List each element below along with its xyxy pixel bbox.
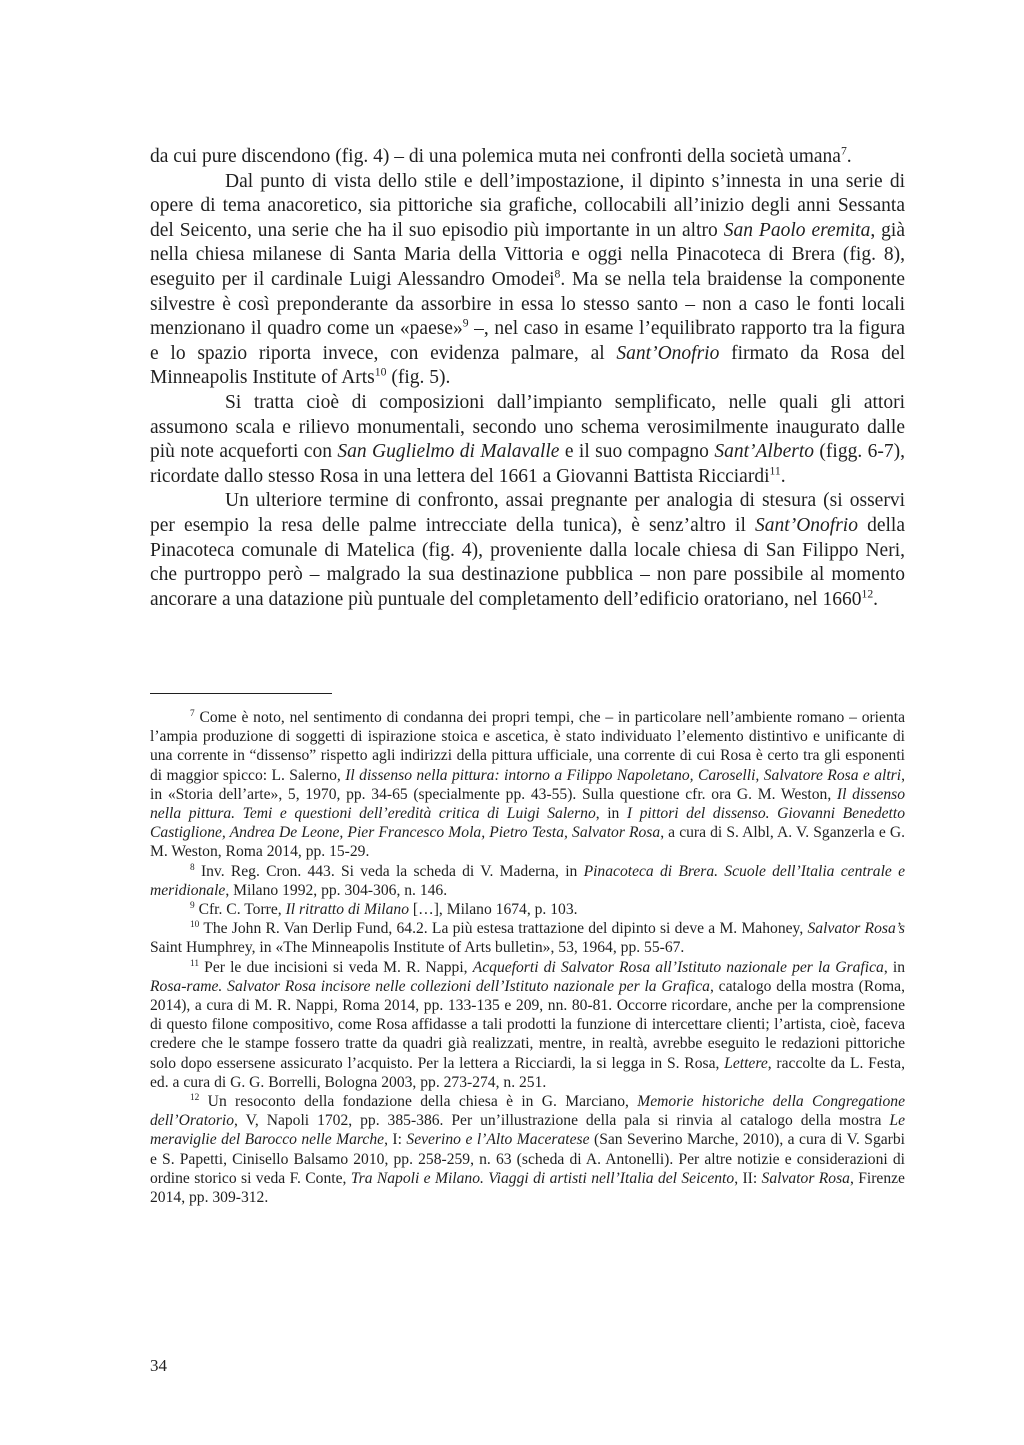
footnote-ref[interactable]: 9 bbox=[462, 316, 469, 330]
paragraph: da cui pure discendono (fig. 4) – di una polemica muta nei confronti della società umana$^7$. bbox=[150, 144, 852, 167]
footnote-ref[interactable]: 8 bbox=[554, 267, 561, 281]
footnote: $^7$ Come è noto, nel sentimento di condanna dei propri tempi, che – in particolare nell’ambiente romano – orienta l’ampia produzione di soggetti di ispirazione stoica e ascetica, è stato individuato l’elemento distintivo e unificante di una corrente in “dissenso” rispetto agli indirizzi della pittura ufficiale, una corrente di cui Rosa è certo tra gli esponenti di maggior spicco: L. Salerno, Il dissenso nella pittura: intorno a Filippo Napoletano, Caroselli, Salvatore Rosa e altri, in «Storia dell’arte», 5, 1970, pp. 34-65 (specialmente pp. 43-55). Sulla questione cfr. ora G. M. Weston, Il dissenso nella pittura. Temi e questioni dell’eredità critica di Luigi Salerno, in I pittori del dissenso. Giovanni Benedetto Castiglione, Andrea De Leone, Pier Francesco Mola, Pietro Testa, Salvator Rosa, a cura di S. Albl, A. V. Sganzerla e G. M. Weston, Roma 2014, pp. 15-29. bbox=[150, 708, 905, 861]
artwork-title: Sant’Alberto bbox=[714, 441, 814, 463]
footnote-ref[interactable]: 10 bbox=[374, 365, 387, 379]
main-text bbox=[150, 145, 905, 612]
footnote: $^{10}$ The John R. Van Derlip Fund, 64.2. La più estesa trattazione del dipinto si deve a M. Mahoney, Salvator Rosa’s Saint Humphrey, in «The Minneapolis Institute of Arts bulletin», 53, 1964, pp. 55-67. bbox=[150, 920, 905, 957]
paragraph: Si tratta cioè di composizioni dall’impianto semplificato, nelle quali gli attori assumono scala e rilievo monumentali, secondo uno schema verosimilmente inaugurato dalle più note acqueforti con San Guglielmo di Malavalle e il suo compagno Sant’Alberto (figg. 6-7), ricordate dallo stesso Rosa in una lettera del 1661 a Giovanni Battista Ricciardi$^{11}$. bbox=[150, 391, 905, 487]
footnote: $^9$ Cfr. C. Torre, Il ritratto di Milano […], Milano 1674, p. 103. bbox=[190, 900, 578, 919]
page-number: 34 bbox=[150, 1356, 167, 1375]
artwork-title: Sant’Onofrio bbox=[616, 342, 720, 364]
footnote-number: 11 bbox=[190, 958, 200, 969]
artwork-title: Sant’Onofrio bbox=[755, 514, 858, 536]
footnote: $^{12}$ Un resoconto della fondazione della chiesa è in G. Marciano, Memorie historiche della Congregatione dell’Oratorio, V, Napoli 1702, pp. 385-386. Per un’illustrazione della pala si rinvia al catalogo della mostra Le meraviglie del Barocco nelle Marche, I: Severino e l’Alto Maceratese (San Severino Marche, 2010), a cura di V. Sgarbi e S. Papetti, Cinisello Balsamo 2010, pp. 258-259, n. 63 (scheda di A. Antonelli). Per altre notizie e considerazioni di ordine storico si veda F. Conte, Tra Napoli e Milano. Viaggi di artisti nell’Italia del Seicento, II: Salvator Rosa, Firenze 2014, pp. 309-312. bbox=[150, 1092, 905, 1207]
footnote-number: 12 bbox=[190, 1092, 200, 1103]
footnote-ref[interactable]: 12 bbox=[861, 587, 874, 601]
footnotes bbox=[150, 708, 905, 1207]
artwork-title: San Guglielmo di Malavalle bbox=[337, 441, 560, 463]
footnote-separator bbox=[150, 693, 332, 694]
footnote: $^{11}$ Per le due incisioni si veda M. R. Nappi, Acqueforti di Salvator Rosa all’Istituto nazionale per la Grafica, in Rosa-rame. Salvator Rosa incisore nelle collezioni dell’Istituto nazionale per la Grafica, catalogo della mostra (Roma, 2014), a cura di M. R. Nappi, Roma 2014, pp. 133-135 e 209, nn. 80-81. Occorre ricordare, anche per la comprensione di questo filone compositivo, come Rosa affidasse a tali prodotti la funzione di intercettare clienti; l’artista, cioè, faceva credere che le stampe fossero tratte da quadri già realizzati, mentre, in realtà, avrebbe eseguito le redazioni pittoriche solo dopo essersene assicurato l’acquisto. Per la lettera a Ricciardi, la si legga in S. Rosa, Lettere, raccolte da L. Festa, ed. a cura di G. G. Borrelli, Bologna 2003, pp. 273-274, n. 251. bbox=[150, 958, 905, 1091]
footnote-ref[interactable]: 7 bbox=[840, 144, 847, 158]
footnote-number: 10 bbox=[190, 920, 200, 931]
footnote-number: 8 bbox=[190, 862, 195, 873]
footnote-number: 7 bbox=[190, 708, 195, 719]
paragraph: Un ulteriore termine di confronto, assai pregnante per analogia di stesura (si osservi per esempio la resa delle palme intrecciate della tunica), è senz’altro il Sant’Onofrio della Pinacoteca comunale di Matelica (fig. 4), proveniente dalla locale chiesa di San Filippo Neri, che purtroppo però – malgrado la sua destinazione pubblica – non pare possibile al momento ancorare a una datazione più puntuale del completamento dell’edificio oratoriano, nel 1660$^{12}$. bbox=[150, 490, 905, 610]
footnote: $^8$ Inv. Reg. Cron. 443. Si veda la scheda di V. Maderna, in Pinacoteca di Brera. Scuole dell’Italia centrale e meridionale, Milano 1992, pp. 304-306, n. 146. bbox=[150, 862, 905, 899]
footnote-number: 9 bbox=[190, 900, 195, 911]
artwork-title: San Paolo eremita bbox=[723, 219, 871, 241]
footnote-ref[interactable]: 11 bbox=[769, 464, 781, 478]
paragraph: Dal punto di vista dello stile e dell’impostazione, il dipinto s’innesta in una serie di opere di tema anacoretico, sia pittoriche sia grafiche, collocabili all’inizio degli anni Sessanta del Seicento, una serie che ha il suo episodio più importante in un altro San Paolo eremita, già nella chiesa milanese di Santa Maria della Vittoria e oggi nella Pinacoteca di Brera (fig. 8), eseguito per il cardinale Luigi Alessandro Omodei$^8$. Ma se nella tela braidense la componente silvestre è così preponderante da assorbire in essa lo stesso santo – non a caso le fonti locali menzionano il quadro come un «paese»$^9$ –, nel caso in esame l’equilibrato rapporto tra la figura e lo spazio riporta invece, con evidenza palmare, al Sant’Onofrio firmato da Rosa del Minneapolis Institute of Arts$^{10}$ (fig. 5). bbox=[150, 170, 906, 389]
